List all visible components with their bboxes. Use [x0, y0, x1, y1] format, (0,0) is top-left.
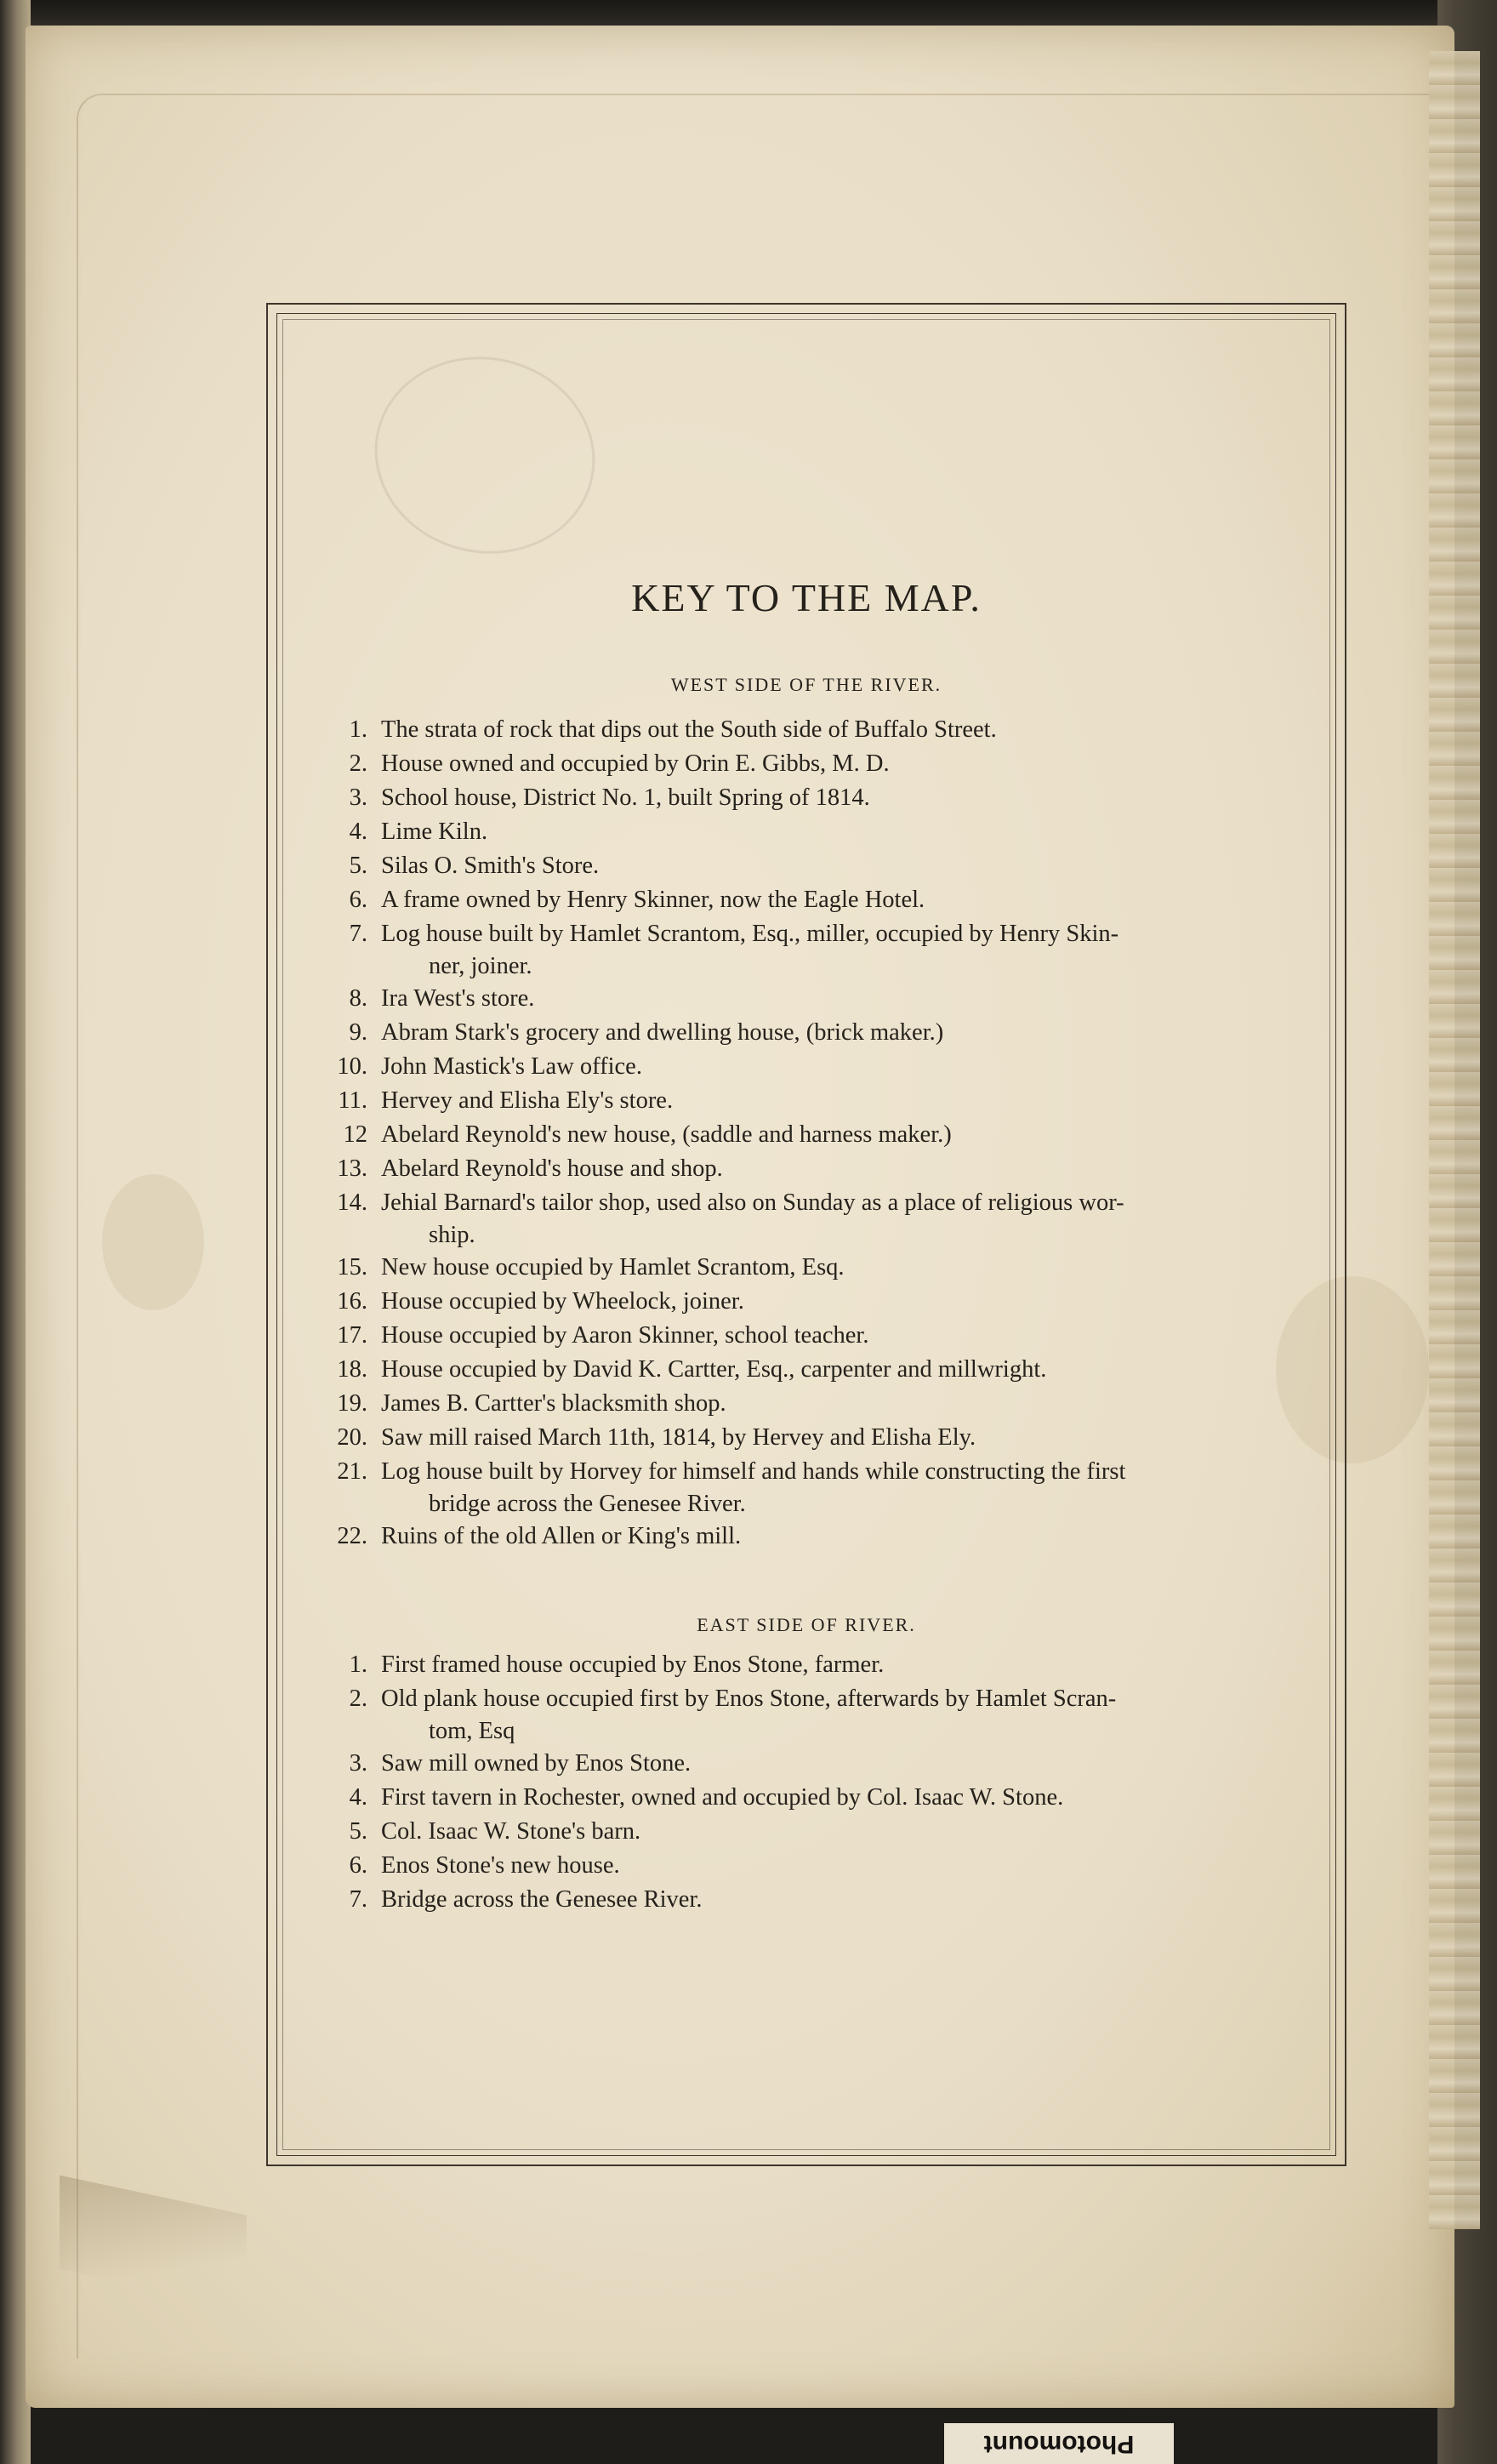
- item-text: House occupied by Aaron Skinner, school teacher.: [381, 1322, 869, 1349]
- item-number: 20.: [337, 1424, 367, 1451]
- item-number: 14.: [337, 1189, 367, 1216]
- list-item: [315, 1285, 1318, 1319]
- list-item: [315, 1421, 1318, 1455]
- item-text-continuation: bridge across the Genesee River.: [429, 1491, 746, 1517]
- item-number: 21.: [337, 1458, 367, 1485]
- item-number: 15.: [337, 1254, 367, 1280]
- item-text: Saw mill raised March 11th, 1814, by Hervey and Elisha Ely.: [381, 1424, 976, 1451]
- list-item: [315, 1319, 1318, 1353]
- item-number: 2.: [349, 1685, 367, 1712]
- item-text-continuation: ship.: [429, 1222, 475, 1248]
- item-text: Hervey and Elisha Ely's store.: [381, 1087, 674, 1114]
- item-number: 4.: [349, 818, 367, 845]
- item-text: Log house built by Hamlet Scrantom, Esq., miller, occupied by Henry Skin-: [381, 921, 1119, 947]
- list-item: [315, 1849, 1318, 1883]
- item-text: First framed house occupied by Enos Stone, farmer.: [381, 1651, 885, 1678]
- list-item: [315, 1016, 1318, 1050]
- list-item: [315, 713, 1318, 747]
- item-text: House occupied by David K. Cartter, Esq., carpenter and millwright.: [381, 1356, 1047, 1383]
- list-item: [315, 815, 1318, 849]
- item-number: 6.: [349, 887, 367, 913]
- list-item: [315, 1682, 1318, 1747]
- item-text: Ira West's store.: [381, 985, 535, 1012]
- item-number: 19.: [337, 1390, 367, 1417]
- page-title: KEY TO THE MAP.: [631, 576, 982, 619]
- list-item: [315, 1520, 1318, 1554]
- item-text: Jehial Barnard's tailor shop, used also on Sunday as a place of religious wor-: [381, 1189, 1124, 1216]
- list-item: [315, 1152, 1318, 1186]
- item-number: 18.: [337, 1356, 367, 1383]
- west-side-heading: WEST SIDE OF THE RIVER.: [670, 674, 942, 695]
- item-number: 6.: [349, 1852, 367, 1879]
- item-number: 13.: [337, 1155, 367, 1182]
- item-text: A frame owned by Henry Skinner, now the Eagle Hotel.: [381, 887, 925, 913]
- west-side-list: [315, 713, 1318, 1554]
- item-text-continuation: ner, joiner.: [429, 953, 532, 979]
- list-item: [315, 883, 1318, 917]
- item-text: First tavern in Rochester, owned and occupied by Col. Isaac W. Stone.: [381, 1784, 1064, 1811]
- item-text: New house occupied by Hamlet Scrantom, Esq.: [381, 1254, 845, 1280]
- item-number: 12: [343, 1121, 367, 1148]
- item-number: 22.: [337, 1523, 367, 1549]
- item-text: Ruins of the old Allen or King's mill.: [381, 1523, 742, 1549]
- list-item: [315, 781, 1318, 815]
- list-item: [315, 1815, 1318, 1849]
- list-item: [315, 1050, 1318, 1084]
- item-number: 10.: [337, 1053, 367, 1080]
- east-side-list: [315, 1648, 1318, 1917]
- item-text: Col. Isaac W. Stone's barn.: [381, 1818, 641, 1845]
- list-item: [315, 1353, 1318, 1387]
- list-item: [315, 1084, 1318, 1118]
- item-number: 9.: [349, 1019, 367, 1046]
- item-number: 4.: [349, 1784, 367, 1811]
- item-number: 3.: [349, 1750, 367, 1777]
- item-text-continuation: tom, Esq: [429, 1718, 515, 1744]
- list-item: [315, 1883, 1318, 1917]
- item-text: James B. Cartter's blacksmith shop.: [381, 1390, 726, 1417]
- item-text: Log house built by Horvey for himself and hands while constructing the first: [381, 1458, 1126, 1485]
- item-number: 17.: [337, 1322, 367, 1349]
- item-text: Saw mill owned by Enos Stone.: [381, 1750, 692, 1777]
- item-text: The strata of rock that dips out the South side of Buffalo Street.: [381, 716, 997, 743]
- list-item: [315, 1118, 1318, 1152]
- list-item: [315, 1387, 1318, 1421]
- item-text: Enos Stone's new house.: [381, 1852, 620, 1879]
- item-text: Old plank house occupied first by Enos Stone, afterwards by Hamlet Scran-: [381, 1685, 1117, 1712]
- item-text: Bridge across the Genesee River.: [381, 1886, 703, 1913]
- list-item: [315, 747, 1318, 781]
- list-item: [315, 1648, 1318, 1682]
- item-text: Silas O. Smith's Store.: [381, 853, 600, 879]
- list-item: [315, 982, 1318, 1016]
- east-side-heading: EAST SIDE OF RIVER.: [697, 1614, 916, 1635]
- item-number: 16.: [337, 1288, 367, 1315]
- list-item: [315, 917, 1318, 982]
- list-item: [315, 1251, 1318, 1285]
- item-text: School house, District No. 1, built Spring of 1814.: [381, 784, 870, 811]
- item-text: Lime Kiln.: [381, 818, 488, 845]
- item-text: House occupied by Wheelock, joiner.: [381, 1288, 744, 1315]
- item-number: 1.: [349, 1651, 367, 1678]
- item-text: Abelard Reynold's house and shop.: [381, 1155, 723, 1182]
- item-text: House owned and occupied by Orin E. Gibbs, M. D.: [381, 750, 890, 777]
- item-number: 8.: [349, 985, 367, 1012]
- item-number: 11.: [338, 1087, 367, 1114]
- list-item: [315, 1186, 1318, 1251]
- item-text: John Mastick's Law office.: [381, 1053, 642, 1080]
- item-number: 5.: [349, 1818, 367, 1845]
- list-item: [315, 1455, 1318, 1520]
- item-text: Abelard Reynold's new house, (saddle and harness maker.): [381, 1121, 952, 1148]
- item-number: 7.: [349, 1886, 367, 1913]
- photomount-label: Photomount: [944, 2423, 1174, 2464]
- item-number: 5.: [349, 853, 367, 879]
- list-item: [315, 849, 1318, 883]
- item-text: Abram Stark's grocery and dwelling house, (brick maker.): [381, 1019, 944, 1046]
- list-item: [315, 1747, 1318, 1781]
- list-item: [315, 1781, 1318, 1815]
- item-number: 2.: [349, 750, 367, 777]
- item-number: 1.: [349, 716, 367, 743]
- item-number: 7.: [349, 921, 367, 947]
- item-number: 3.: [349, 784, 367, 811]
